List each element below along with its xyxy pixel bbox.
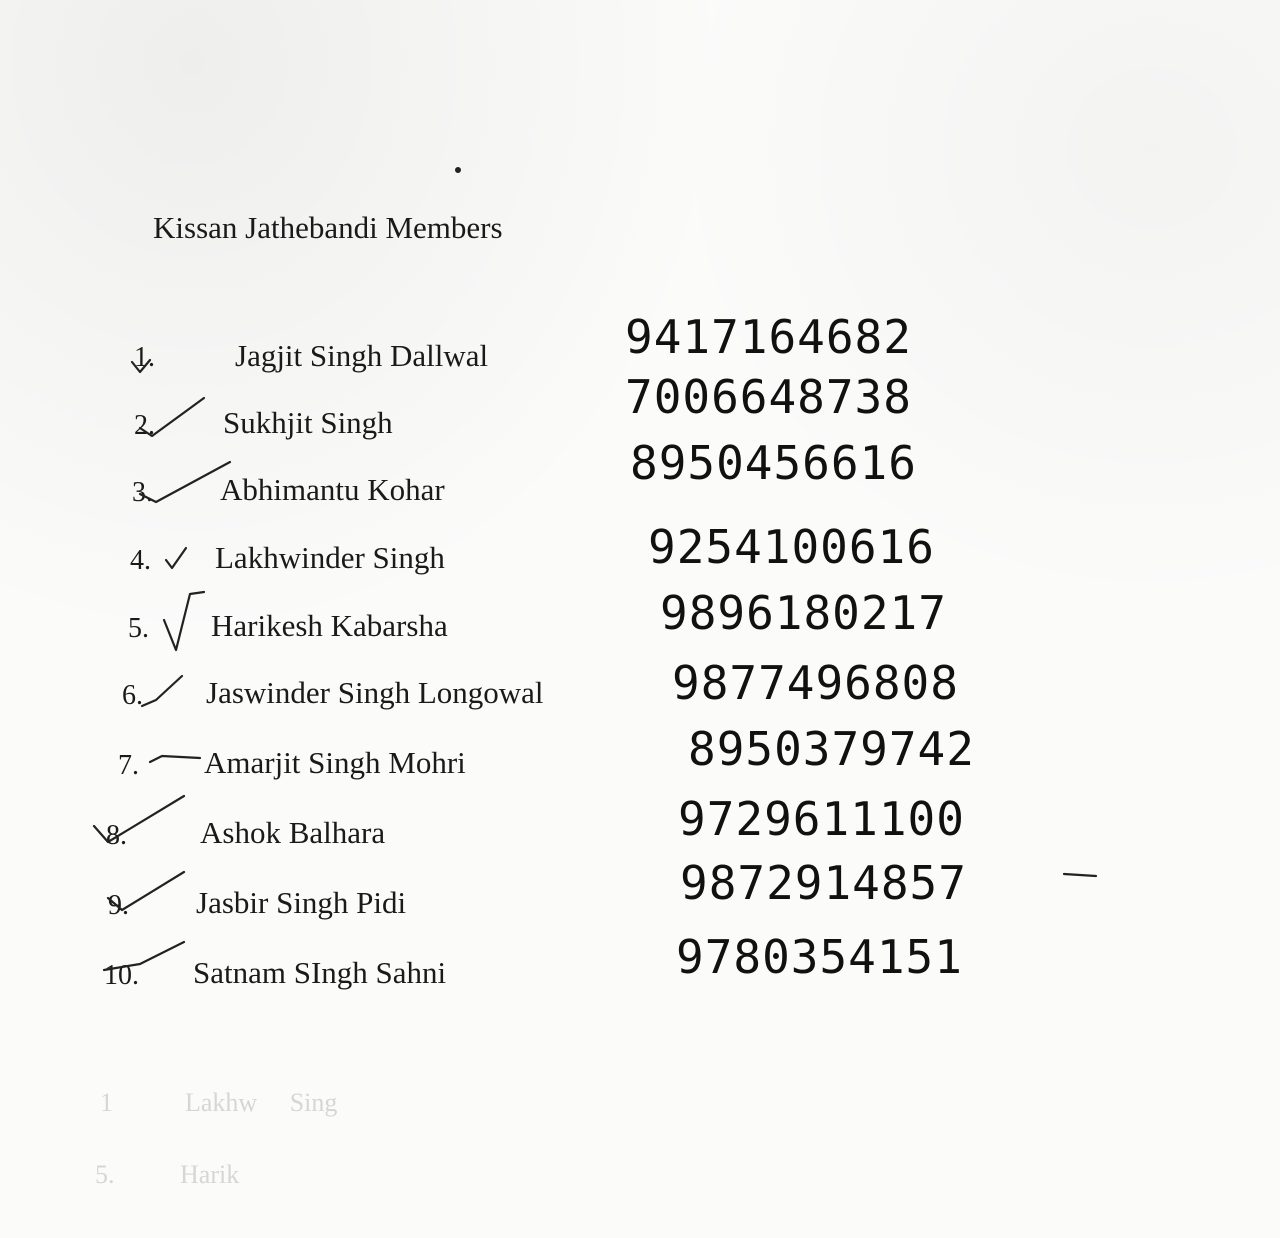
member-phone: 9872914857 <box>680 856 967 910</box>
member-number: 3. <box>132 477 153 508</box>
check-mark <box>166 548 186 568</box>
member-number: 7. <box>118 750 139 781</box>
member-number: 2. <box>134 410 155 441</box>
member-number: 9. <box>108 890 129 921</box>
member-phone: 9729611100 <box>678 792 965 846</box>
member-number: 10. <box>104 960 139 991</box>
member-phone: 9780354151 <box>676 930 963 984</box>
check-mark <box>142 676 182 706</box>
member-phone: 7006648738 <box>625 370 912 424</box>
member-name: Jaswinder Singh Longowal <box>206 675 544 710</box>
check-mark <box>150 756 200 762</box>
member-number: 6. <box>122 680 143 711</box>
member-number: 8. <box>106 820 127 851</box>
member-phone: 9877496808 <box>672 656 959 710</box>
member-phone: 8950456616 <box>630 436 917 490</box>
bleed-through-text: 1 <box>100 1088 113 1117</box>
check-mark <box>140 462 230 502</box>
member-phone: 9896180217 <box>660 586 947 640</box>
member-number: 4. <box>130 545 151 576</box>
member-name: Ashok Balhara <box>200 815 386 850</box>
member-number: 5. <box>128 613 149 644</box>
member-name: Jasbir Singh Pidi <box>196 885 407 920</box>
member-name: Satnam SIngh Sahni <box>193 955 447 990</box>
member-phone: 8950379742 <box>688 722 975 776</box>
member-name: Lakhwinder Singh <box>215 540 445 575</box>
bleed-through-text: Harik <box>180 1160 240 1189</box>
bleed-through-text: 5. <box>95 1160 115 1189</box>
member-number: 1. <box>134 342 155 373</box>
member-name: Amarjit Singh Mohri <box>204 745 466 780</box>
member-phone: 9417164682 <box>625 310 912 364</box>
member-phone: 9254100616 <box>648 520 935 574</box>
check-mark <box>164 592 204 650</box>
ink-dot <box>455 167 461 173</box>
member-name: Jagjit Singh Dallwal <box>235 338 489 373</box>
member-name: Sukhjit Singh <box>223 405 393 440</box>
member-name: Abhimantu Kohar <box>220 472 445 507</box>
bleed-through-text: Lakhw Sing <box>185 1088 338 1117</box>
page-title: Kissan Jathebandi Members <box>153 210 503 245</box>
trailing-stroke <box>1064 874 1096 876</box>
member-name: Harikesh Kabarsha <box>211 608 448 643</box>
